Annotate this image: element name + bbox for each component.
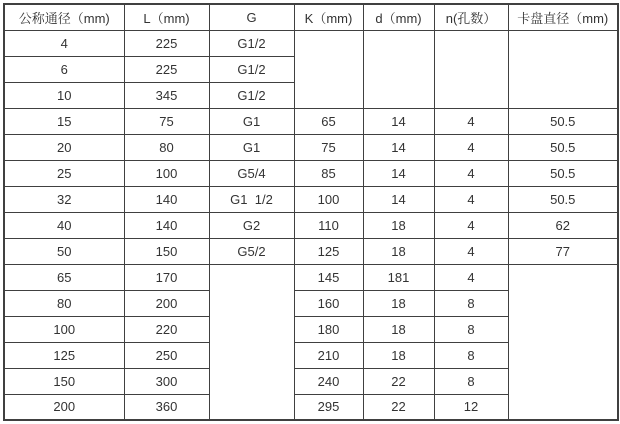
table-row xyxy=(4,134,618,160)
spec-table xyxy=(3,3,619,421)
table-row xyxy=(4,108,618,134)
table-cell: 8 xyxy=(434,316,508,342)
table-cell: 20 xyxy=(4,134,124,160)
table-cell: 40 xyxy=(4,212,124,238)
table-cell: 18 xyxy=(363,342,434,368)
table-cell: G5/4 xyxy=(209,160,294,186)
table-cell: 181 xyxy=(363,264,434,290)
header-cell-g: G xyxy=(209,4,294,30)
table-cell: 50 xyxy=(4,238,124,264)
table-cell: 18 xyxy=(363,212,434,238)
table-cell: 4 xyxy=(434,108,508,134)
table-cell: 14 xyxy=(363,134,434,160)
table-cell: G1 1/2 xyxy=(209,186,294,212)
header-cell-d: d（mm) xyxy=(363,4,434,30)
table-cell: 360 xyxy=(124,394,209,420)
table-cell: G1/2 xyxy=(209,82,294,108)
table-cell: 4 xyxy=(434,212,508,238)
table-cell: 225 xyxy=(124,56,209,82)
table-cell: 65 xyxy=(4,264,124,290)
table-cell: 14 xyxy=(363,186,434,212)
table-cell: 150 xyxy=(124,238,209,264)
table-cell xyxy=(209,264,294,420)
table-cell: 4 xyxy=(434,160,508,186)
table-cell: 4 xyxy=(434,134,508,160)
table-cell: 18 xyxy=(363,290,434,316)
table-cell: 160 xyxy=(294,290,363,316)
table-cell: 18 xyxy=(363,238,434,264)
table-cell: 200 xyxy=(124,290,209,316)
table-cell: 145 xyxy=(294,264,363,290)
table-cell: 4 xyxy=(434,186,508,212)
header-cell-l: L（mm) xyxy=(124,4,209,30)
table-cell: 25 xyxy=(4,160,124,186)
table-cell: 75 xyxy=(124,108,209,134)
table-cell: 125 xyxy=(294,238,363,264)
table-cell: 100 xyxy=(124,160,209,186)
table-cell: 85 xyxy=(294,160,363,186)
table-cell: 50.5 xyxy=(508,108,618,134)
table-cell: 4 xyxy=(4,30,124,56)
table-cell: 300 xyxy=(124,368,209,394)
table-cell xyxy=(363,30,434,108)
table-cell: 6 xyxy=(4,56,124,82)
table-cell: 77 xyxy=(508,238,618,264)
table-cell: 295 xyxy=(294,394,363,420)
table-cell: 14 xyxy=(363,160,434,186)
table-cell: 50.5 xyxy=(508,134,618,160)
table-cell: G1/2 xyxy=(209,56,294,82)
table-cell: 225 xyxy=(124,30,209,56)
table-cell: 100 xyxy=(294,186,363,212)
table-cell: 180 xyxy=(294,316,363,342)
table-row xyxy=(4,30,618,56)
table-cell: 22 xyxy=(363,394,434,420)
table-cell: 75 xyxy=(294,134,363,160)
table-cell: 100 xyxy=(4,316,124,342)
table-cell: 220 xyxy=(124,316,209,342)
table-cell: G1 xyxy=(209,108,294,134)
table-cell: 15 xyxy=(4,108,124,134)
table-cell: 140 xyxy=(124,186,209,212)
table-header xyxy=(4,4,618,30)
table-cell: 12 xyxy=(434,394,508,420)
table-cell: 65 xyxy=(294,108,363,134)
table-cell: 8 xyxy=(434,342,508,368)
table-cell: 4 xyxy=(434,238,508,264)
header-cell-chuck-diameter: 卡盘直径（mm) xyxy=(508,4,618,30)
table-cell: 170 xyxy=(124,264,209,290)
table-row xyxy=(4,212,618,238)
header-cell-nominal-diameter: 公称通径（mm) xyxy=(4,4,124,30)
table-cell xyxy=(508,264,618,420)
table-cell: G2 xyxy=(209,212,294,238)
table-cell: 80 xyxy=(4,290,124,316)
table-cell: 140 xyxy=(124,212,209,238)
table-cell: 345 xyxy=(124,82,209,108)
table-cell: 10 xyxy=(4,82,124,108)
table-cell: 18 xyxy=(363,316,434,342)
table-cell xyxy=(508,30,618,108)
table-cell: 8 xyxy=(434,368,508,394)
table-row xyxy=(4,160,618,186)
table-cell: 50.5 xyxy=(508,160,618,186)
table-cell: 80 xyxy=(124,134,209,160)
table-cell: 250 xyxy=(124,342,209,368)
table-cell: 22 xyxy=(363,368,434,394)
table-header-row xyxy=(4,4,618,30)
table-row xyxy=(4,264,618,290)
table-cell: 32 xyxy=(4,186,124,212)
table-row xyxy=(4,238,618,264)
spec-table-body xyxy=(4,30,618,420)
table-cell: 200 xyxy=(4,394,124,420)
table-cell: 240 xyxy=(294,368,363,394)
header-cell-n-holes: n(孔数） xyxy=(434,4,508,30)
table-cell: 8 xyxy=(434,290,508,316)
table-cell xyxy=(434,30,508,108)
table-cell: 14 xyxy=(363,108,434,134)
table-cell xyxy=(294,30,363,108)
table-cell: 210 xyxy=(294,342,363,368)
table-cell: 50.5 xyxy=(508,186,618,212)
table-cell: 62 xyxy=(508,212,618,238)
table-cell: 150 xyxy=(4,368,124,394)
table-cell: G1 xyxy=(209,134,294,160)
table-cell: 110 xyxy=(294,212,363,238)
table-cell: G5/2 xyxy=(209,238,294,264)
header-cell-k: K（mm) xyxy=(294,4,363,30)
table-cell: 4 xyxy=(434,264,508,290)
table-cell: G1/2 xyxy=(209,30,294,56)
table-cell: 125 xyxy=(4,342,124,368)
table-row xyxy=(4,186,618,212)
